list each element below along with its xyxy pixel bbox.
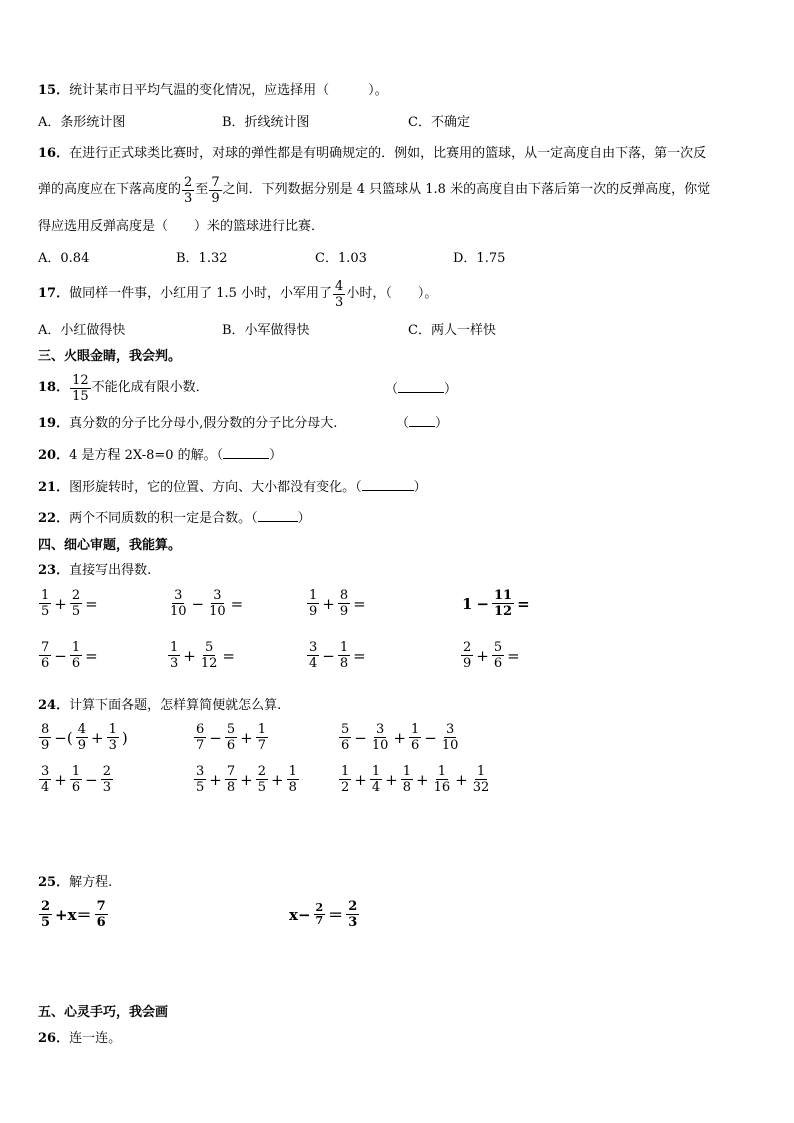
denominator: 4 — [41, 780, 50, 795]
operator: + — [209, 770, 222, 789]
paren-right: ） — [297, 511, 311, 526]
math-expression — [338, 722, 461, 753]
fraction — [338, 588, 350, 619]
denominator: 6 — [71, 656, 81, 671]
question-number: 23． — [38, 563, 70, 578]
question-number: 15． — [38, 83, 70, 98]
question-text: 解方程. — [69, 875, 113, 890]
numerator: 3 — [196, 764, 205, 779]
section-heading-4: 四、细心审题，我能算。 — [38, 538, 182, 553]
operator: 1 — [462, 594, 473, 613]
fraction — [370, 764, 382, 795]
denominator: 8 — [226, 780, 236, 795]
operator: + — [54, 770, 67, 789]
denominator: 9 — [339, 604, 349, 619]
fraction — [307, 588, 319, 619]
numerator: 2 — [348, 899, 358, 914]
operator: + — [455, 770, 468, 789]
question-text: 统计某市日平均气温的变化情况，应选择用（ ）。 — [69, 83, 388, 98]
fraction — [339, 764, 351, 795]
numerator: 2 — [257, 764, 266, 779]
numerator: 1 — [371, 764, 381, 779]
answer-blank-20[interactable] — [223, 446, 269, 459]
denominator: 7 — [315, 914, 324, 927]
denominator: 10 — [441, 738, 459, 753]
question-text: 真分数的分子比分母小,假分数的分子比分母大. — [69, 416, 338, 431]
math-expression — [306, 588, 368, 619]
question-number: 18． — [38, 380, 70, 395]
operator: + — [90, 728, 104, 747]
fraction — [199, 640, 220, 671]
numerator: 8 — [339, 588, 349, 603]
operator: − — [85, 770, 98, 789]
denominator: 5 — [71, 604, 81, 619]
operator: + — [393, 728, 406, 747]
question-text: 小时，（ ）。 — [346, 286, 438, 301]
q17-option-c[interactable]: C．两人一样快 — [408, 323, 496, 338]
fraction — [339, 722, 351, 753]
fraction — [256, 722, 268, 753]
numerator: 1 — [41, 588, 50, 603]
operator: + — [240, 770, 253, 789]
math-expression — [193, 764, 300, 795]
operator: + — [416, 770, 429, 789]
denominator: 3 — [335, 294, 344, 310]
denominator: 12 — [200, 656, 218, 671]
denominator: 8 — [339, 656, 349, 671]
question-16-line-1 — [38, 144, 706, 164]
question-26 — [38, 1029, 121, 1049]
operator: = — [230, 594, 244, 613]
paren-right: ） — [435, 416, 449, 431]
denominator: 2 — [341, 780, 350, 795]
numerator: 7 — [41, 640, 50, 655]
numerator: 3 — [213, 588, 222, 603]
question-number: 26． — [38, 1031, 70, 1046]
fraction — [461, 640, 473, 671]
question-17 — [38, 276, 437, 312]
fraction — [432, 764, 453, 795]
fraction — [401, 764, 413, 795]
fraction — [307, 640, 319, 671]
operator: = — [85, 594, 98, 613]
fraction — [370, 722, 391, 753]
fraction — [207, 588, 228, 619]
denominator: 9 — [463, 656, 472, 671]
denominator: 8 — [402, 780, 411, 795]
fraction — [168, 640, 180, 671]
answer-blank-18[interactable] — [385, 380, 457, 400]
fraction — [256, 764, 268, 795]
operator: + — [54, 594, 67, 613]
paren-right: ） — [413, 480, 427, 495]
math-expression — [167, 640, 237, 671]
question-22 — [38, 509, 311, 529]
numerator: 1 — [108, 722, 117, 737]
denominator: 4 — [371, 780, 381, 795]
numerator: 2 — [315, 901, 324, 914]
operator: = — [517, 594, 530, 613]
denominator: 15 — [72, 388, 89, 404]
fraction — [70, 373, 91, 404]
numerator: 7 — [226, 764, 236, 779]
operator: − — [424, 728, 437, 747]
math-expression — [38, 764, 114, 795]
numerator: 1 — [288, 764, 297, 779]
denominator: 3 — [184, 190, 193, 206]
blank-line[interactable] — [398, 380, 444, 393]
operator: + — [183, 646, 196, 665]
denominator: 3 — [102, 780, 111, 795]
question-number: 24． — [38, 698, 70, 713]
question-text: 之间．下列数据分别是 4 只篮球从 1.8 米的高度自由下落后第一次的反弹高度，你觉 — [222, 182, 711, 197]
fraction — [194, 764, 206, 795]
denominator: 9 — [41, 738, 50, 753]
operator: + — [385, 770, 398, 789]
denominator: 9 — [211, 190, 220, 206]
fraction — [338, 640, 350, 671]
question-15 — [38, 81, 388, 101]
fraction — [39, 722, 51, 753]
numerator: 2 — [184, 174, 193, 190]
question-text: 计算下面各题，怎样算简便就怎么算. — [69, 698, 282, 713]
operator: = — [353, 646, 366, 665]
math-expression — [460, 640, 522, 671]
numerator: 1 — [339, 640, 349, 655]
denominator: 10 — [170, 604, 187, 619]
denominator: 7 — [196, 738, 205, 753]
numerator: 2 — [41, 899, 51, 914]
denominator: 3 — [348, 915, 358, 930]
numerator: 5 — [341, 722, 350, 737]
numerator: 7 — [211, 174, 220, 190]
operator: + — [271, 770, 284, 789]
fraction — [492, 640, 504, 671]
question-number: 22． — [38, 511, 70, 526]
question-24 — [38, 696, 281, 716]
fraction — [492, 588, 514, 619]
numerator: 3 — [309, 640, 318, 655]
fraction — [225, 722, 237, 753]
denominator: 32 — [472, 780, 490, 795]
operator: ) — [121, 728, 128, 747]
q17-option-a[interactable]: A．小红做得快 — [38, 323, 126, 338]
operator: +x＝ — [55, 906, 92, 924]
fraction — [409, 722, 421, 753]
question-16-line-3: 得应选用反弹高度是（ ）米的篮球进行比赛． — [38, 219, 325, 234]
numerator: 11 — [494, 588, 513, 603]
fraction — [225, 764, 237, 795]
operator: + — [354, 770, 367, 789]
question-number: 16． — [38, 146, 70, 161]
question-number: 19． — [38, 416, 70, 431]
answer-blank-22[interactable] — [258, 509, 298, 522]
fraction — [70, 764, 82, 795]
paren-right: ） — [269, 448, 283, 463]
question-number: 17． — [38, 286, 70, 301]
question-text: 连一连。 — [69, 1031, 122, 1046]
operator: x− — [289, 905, 311, 924]
operator: + — [476, 646, 489, 665]
question-text: 图形旋转时，它的位置、方向、大小都没有变化。（ — [69, 480, 362, 495]
math-expression — [167, 588, 245, 619]
fraction — [471, 764, 492, 795]
operator: ＝ — [328, 906, 344, 924]
numerator: 1 — [257, 722, 266, 737]
numerator: 4 — [77, 722, 86, 737]
denominator: 4 — [309, 656, 318, 671]
denominator: 8 — [288, 780, 297, 795]
denominator: 6 — [341, 738, 350, 753]
question-23 — [38, 561, 151, 581]
question-text: 两个不同质数的积一定是合数。（ — [69, 511, 258, 526]
operator: − — [191, 594, 205, 613]
q15-option-c[interactable]: C．不确定 — [408, 115, 470, 130]
numerator: 8 — [41, 722, 50, 737]
math-expression — [306, 640, 368, 671]
denominator: 3 — [108, 738, 117, 753]
denominator: 5 — [196, 780, 205, 795]
question-text: 弹的高度应在下落高度的 — [38, 182, 182, 197]
denominator: 10 — [371, 738, 389, 753]
fraction — [314, 902, 326, 927]
denominator: 5 — [41, 604, 50, 619]
operator: − — [209, 728, 222, 747]
numerator: 1 — [410, 722, 420, 737]
denominator: 5 — [41, 915, 51, 930]
fraction — [209, 175, 221, 206]
operator: − — [354, 728, 367, 747]
question-text: 直接写出得数. — [69, 563, 152, 578]
numerator: 1 — [170, 640, 179, 655]
fraction — [107, 722, 119, 753]
numerator: 5 — [493, 640, 503, 655]
operator: = — [353, 594, 366, 613]
fraction — [95, 899, 108, 930]
question-21 — [38, 478, 427, 498]
operator: = — [85, 646, 98, 665]
operator: − — [476, 594, 490, 613]
section-heading-3: 三、火眼金睛，我会判。 — [38, 349, 182, 364]
fraction — [39, 640, 51, 671]
denominator: 9 — [309, 604, 318, 619]
math-expression — [338, 764, 492, 795]
denominator: 6 — [226, 738, 236, 753]
q16-option-c[interactable]: C．1.03 — [315, 251, 367, 266]
question-text: 做同样一件事，小红用了 1.5 小时，小军用了 — [69, 286, 333, 301]
denominator: 5 — [257, 780, 266, 795]
fraction — [76, 722, 88, 753]
operator: + — [240, 728, 253, 747]
denominator: 6 — [96, 915, 106, 930]
blank-line[interactable] — [409, 414, 435, 427]
fraction — [39, 588, 51, 619]
question-19 — [38, 414, 337, 434]
fraction — [333, 279, 345, 310]
numerator: 3 — [41, 764, 50, 779]
question-25 — [38, 873, 112, 893]
paren-left: （ — [385, 382, 399, 397]
numerator: 5 — [204, 640, 214, 655]
question-18 — [38, 370, 209, 406]
question-number: 25． — [38, 875, 70, 890]
fraction — [70, 588, 82, 619]
math-expression — [38, 588, 100, 619]
numerator: 3 — [174, 588, 183, 603]
numerator: 5 — [226, 722, 236, 737]
paren-left: （ — [396, 416, 410, 431]
math-expression — [287, 899, 360, 930]
numerator: 1 — [309, 588, 318, 603]
numerator: 7 — [96, 899, 106, 914]
fraction — [39, 764, 51, 795]
fraction — [440, 722, 461, 753]
fraction — [70, 640, 82, 671]
denominator: 6 — [71, 780, 81, 795]
operator: = — [222, 646, 235, 665]
denominator: 10 — [209, 604, 226, 619]
question-text: 在进行正式球类比赛时，对球的弹性都是有明确规定的．例如，比赛用的篮球，从一定高度自由下落，第一次反 — [69, 146, 707, 161]
operator: − — [54, 646, 67, 665]
section-heading-5: 五、心灵手巧，我会画 — [38, 1005, 169, 1020]
fraction — [168, 588, 189, 619]
numerator: 1 — [71, 640, 81, 655]
numerator: 1 — [71, 764, 81, 779]
fraction — [346, 899, 359, 930]
denominator: 6 — [41, 656, 50, 671]
numerator: 1 — [341, 764, 350, 779]
q16-option-b[interactable]: B．1.32 — [176, 251, 228, 266]
numerator: 1 — [402, 764, 411, 779]
denominator: 7 — [257, 738, 266, 753]
answer-blank-19[interactable] — [396, 414, 448, 434]
q16-option-d[interactable]: D．1.75 — [453, 251, 506, 266]
operator: + — [322, 594, 335, 613]
numerator: 1 — [437, 764, 446, 779]
numerator: 4 — [335, 278, 344, 294]
q15-option-a[interactable]: A．条形统计图 — [38, 115, 126, 130]
question-number: 20． — [38, 448, 70, 463]
q15-option-b[interactable]: B．折线统计图 — [222, 115, 310, 130]
math-expression — [38, 899, 109, 930]
numerator: 3 — [375, 722, 385, 737]
numerator: 2 — [463, 640, 472, 655]
question-text: 至 — [195, 182, 209, 197]
q17-option-b[interactable]: B．小军做得快 — [222, 323, 310, 338]
q16-option-a[interactable]: A．0.84 — [38, 251, 90, 266]
numerator: 2 — [102, 764, 111, 779]
question-20 — [38, 446, 282, 466]
fraction — [194, 722, 206, 753]
denominator: 3 — [170, 656, 179, 671]
denominator: 12 — [494, 604, 513, 619]
question-text: 不能化成有限小数． — [91, 380, 209, 395]
fraction — [101, 764, 113, 795]
fraction — [182, 175, 194, 206]
numerator: 1 — [476, 764, 486, 779]
operator: −( — [54, 728, 73, 747]
math-expression — [460, 588, 532, 619]
question-text: 4 是方程 2X-8=0 的解。（ — [69, 448, 224, 463]
numerator: 12 — [72, 372, 89, 388]
math-expression — [193, 722, 269, 753]
question-16-line-2 — [38, 172, 710, 208]
operator: − — [322, 646, 335, 665]
paren-right: ） — [444, 382, 458, 397]
denominator: 9 — [77, 738, 86, 753]
denominator: 16 — [433, 780, 451, 795]
fraction — [287, 764, 299, 795]
numerator: 6 — [196, 722, 205, 737]
question-number: 21． — [38, 480, 70, 495]
math-expression — [38, 640, 100, 671]
fraction — [39, 899, 52, 930]
numerator: 3 — [445, 722, 455, 737]
denominator: 6 — [493, 656, 503, 671]
answer-blank-21[interactable] — [362, 478, 414, 491]
operator: = — [507, 646, 520, 665]
numerator: 2 — [71, 588, 81, 603]
denominator: 6 — [410, 738, 420, 753]
math-expression — [38, 722, 130, 753]
